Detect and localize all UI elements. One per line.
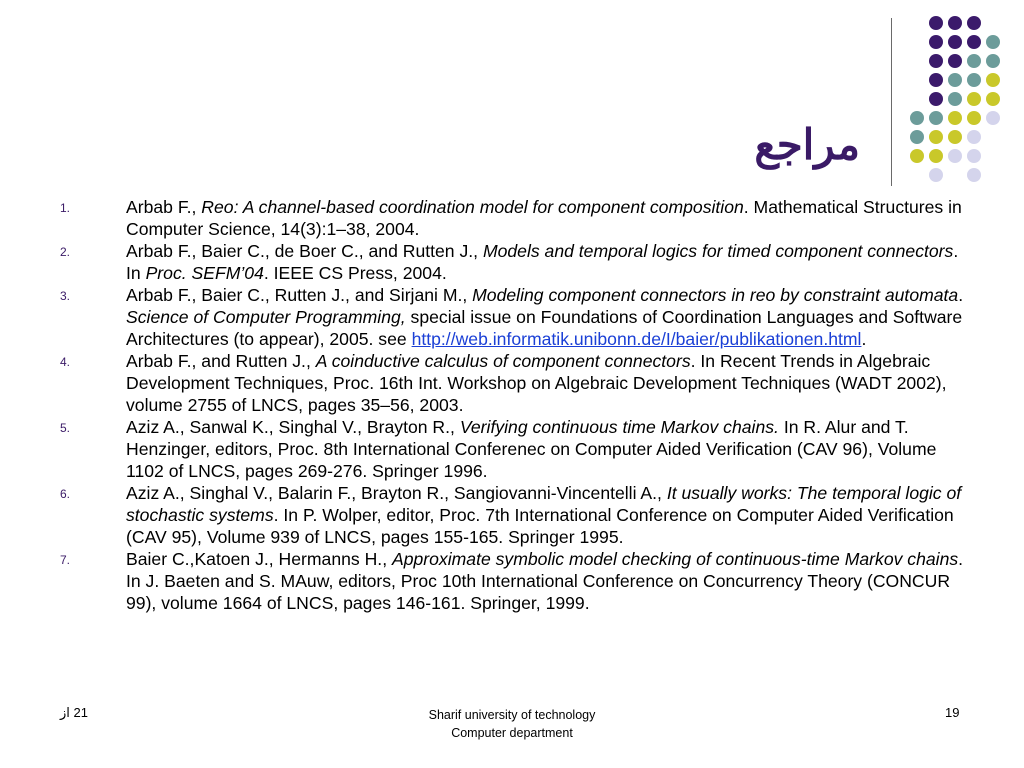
reference-item [60, 416, 965, 482]
reference-text [126, 240, 965, 284]
reference-segment: Arbab F., Baier C., Rutten J., and Sirjani M., [126, 285, 473, 305]
reference-italic-title: Proc. SEFM’04 [145, 263, 264, 283]
title-divider-line [891, 18, 892, 186]
decorative-dot [986, 35, 1000, 49]
decorative-dot [986, 54, 1000, 68]
reference-segment: . In [126, 241, 959, 283]
decorative-dot [948, 149, 962, 163]
reference-list [60, 196, 965, 614]
reference-segment: . [958, 285, 964, 305]
decorative-dot [967, 92, 981, 106]
decorative-dot [929, 73, 943, 87]
reference-segment: special issue on Foundations of Coordination Languages and Software Architectures (to appear), 2005. see [126, 307, 963, 349]
reference-number: 4. [60, 355, 71, 369]
reference-item [60, 350, 965, 416]
reference-number: 7. [60, 553, 71, 567]
decorative-dot [929, 92, 943, 106]
decorative-dot [948, 111, 962, 125]
decorative-dot [967, 54, 981, 68]
reference-number: 1. [60, 201, 71, 215]
reference-segment: Arbab F., [126, 197, 202, 217]
footer-department: Computer department [451, 726, 573, 740]
reference-segment: . In J. Baeten and S. MAuw, editors, Proc 10th International Conference on Concurrency Theory (CONCUR 99), volume 1664 of LNCS, pages 146-161. Springer, 1999. [126, 549, 964, 613]
decorative-dot [929, 168, 943, 182]
reference-segment: Arbab F., and Rutten J., [126, 351, 316, 371]
decorative-dot [967, 168, 981, 182]
decorative-dot [929, 16, 943, 30]
reference-link[interactable]: http://web.informatik.unibonn.de/I/baier/publikationen.html [411, 329, 862, 349]
reference-segment: Aziz A., Sanwal K., Singhal V., Brayton R., [126, 417, 460, 437]
decorative-dot [929, 130, 943, 144]
reference-item [60, 482, 965, 548]
footer-page-total: 21 از [60, 705, 88, 720]
decorative-dot [948, 130, 962, 144]
decorative-dot [910, 111, 924, 125]
decorative-dot [948, 54, 962, 68]
decorative-dot [986, 111, 1000, 125]
reference-text [126, 350, 965, 416]
decorative-dot [967, 130, 981, 144]
decorative-dot [967, 149, 981, 163]
decorative-dot [929, 54, 943, 68]
reference-number: 5. [60, 421, 71, 435]
reference-text [126, 284, 965, 350]
reference-number: 3. [60, 289, 71, 303]
decorative-dot [948, 35, 962, 49]
decorative-dot [910, 149, 924, 163]
reference-number: 6. [60, 487, 71, 501]
reference-segment: Aziz A., Singhal V., Balarin F., Brayton R., Sangiovanni-Vincentelli A., [126, 483, 667, 503]
decorative-dot-grid [0, 0, 1024, 170]
reference-text [126, 482, 965, 548]
reference-segment: . IEEE CS Press, 2004. [263, 263, 447, 283]
reference-text [126, 548, 965, 614]
decorative-dot [910, 130, 924, 144]
reference-item [60, 548, 965, 614]
decorative-dot [948, 92, 962, 106]
decorative-dot [986, 92, 1000, 106]
decorative-dot [929, 149, 943, 163]
reference-text [126, 416, 965, 482]
decorative-dot [986, 73, 1000, 87]
reference-segment: . Mathematical Structures in Computer Science, 14(3):1–38, 2004. [126, 197, 962, 239]
decorative-dot [967, 16, 981, 30]
reference-item [60, 284, 965, 350]
reference-number: 2. [60, 245, 71, 259]
reference-segment: . In Recent Trends in Algebraic Development Techniques, Proc. 16th Int. Workshop on Algebraic Development Techniques (WADT 2002), volume 2755 of LNCS, pages 35–56, 2003. [126, 351, 947, 415]
reference-segment: Baier C.,Katoen J., Hermanns H., [126, 549, 392, 569]
reference-italic-title: Modeling component connectors in reo by constraint automata [472, 285, 959, 305]
reference-italic-title: A coinductive calculus of component connectors [315, 351, 691, 371]
footer-institution [412, 706, 612, 742]
reference-italic-title: Science of Computer Programming, [126, 307, 406, 327]
decorative-dot [967, 111, 981, 125]
reference-item [60, 196, 965, 240]
reference-italic-title: Reo: A channel-based coordination model for component composition [201, 197, 744, 217]
reference-italic-title: Verifying continuous time Markov chains. [459, 417, 779, 437]
reference-segment: Arbab F., Baier C., de Boer C., and Rutten J., [126, 241, 483, 261]
footer-university: Sharif university of technology [428, 708, 596, 722]
decorative-dot [929, 111, 943, 125]
decorative-dot [948, 73, 962, 87]
footer-slide-number: 19 [945, 705, 960, 720]
reference-segment: In R. Alur and T. Henzinger, editors, Proc. 8th International Conferenec on Computer Aided Verification (CAV 96), Volume 1102 of LNCS, pages 269-276. Springer 1996. [126, 417, 937, 481]
reference-text [126, 196, 965, 240]
decorative-dot [948, 16, 962, 30]
reference-segment: . In P. Wolper, editor, Proc. 7th International Conference on Computer Aided Verification (CAV 95), Volume 939 of LNCS, pages 155-165. Springer 1995. [126, 505, 954, 547]
decorative-dot [967, 73, 981, 87]
slide-title: مراجع [754, 120, 860, 170]
reference-italic-title: It usually works: The temporal logic of stochastic systems [126, 483, 962, 525]
decorative-dot [967, 35, 981, 49]
reference-italic-title: Models and temporal logics for timed component connectors [482, 241, 954, 261]
reference-item [60, 240, 965, 284]
reference-italic-title: Approximate symbolic model checking of continuous-time Markov chains [391, 549, 959, 569]
reference-segment: . [861, 329, 867, 349]
decorative-dot [929, 35, 943, 49]
